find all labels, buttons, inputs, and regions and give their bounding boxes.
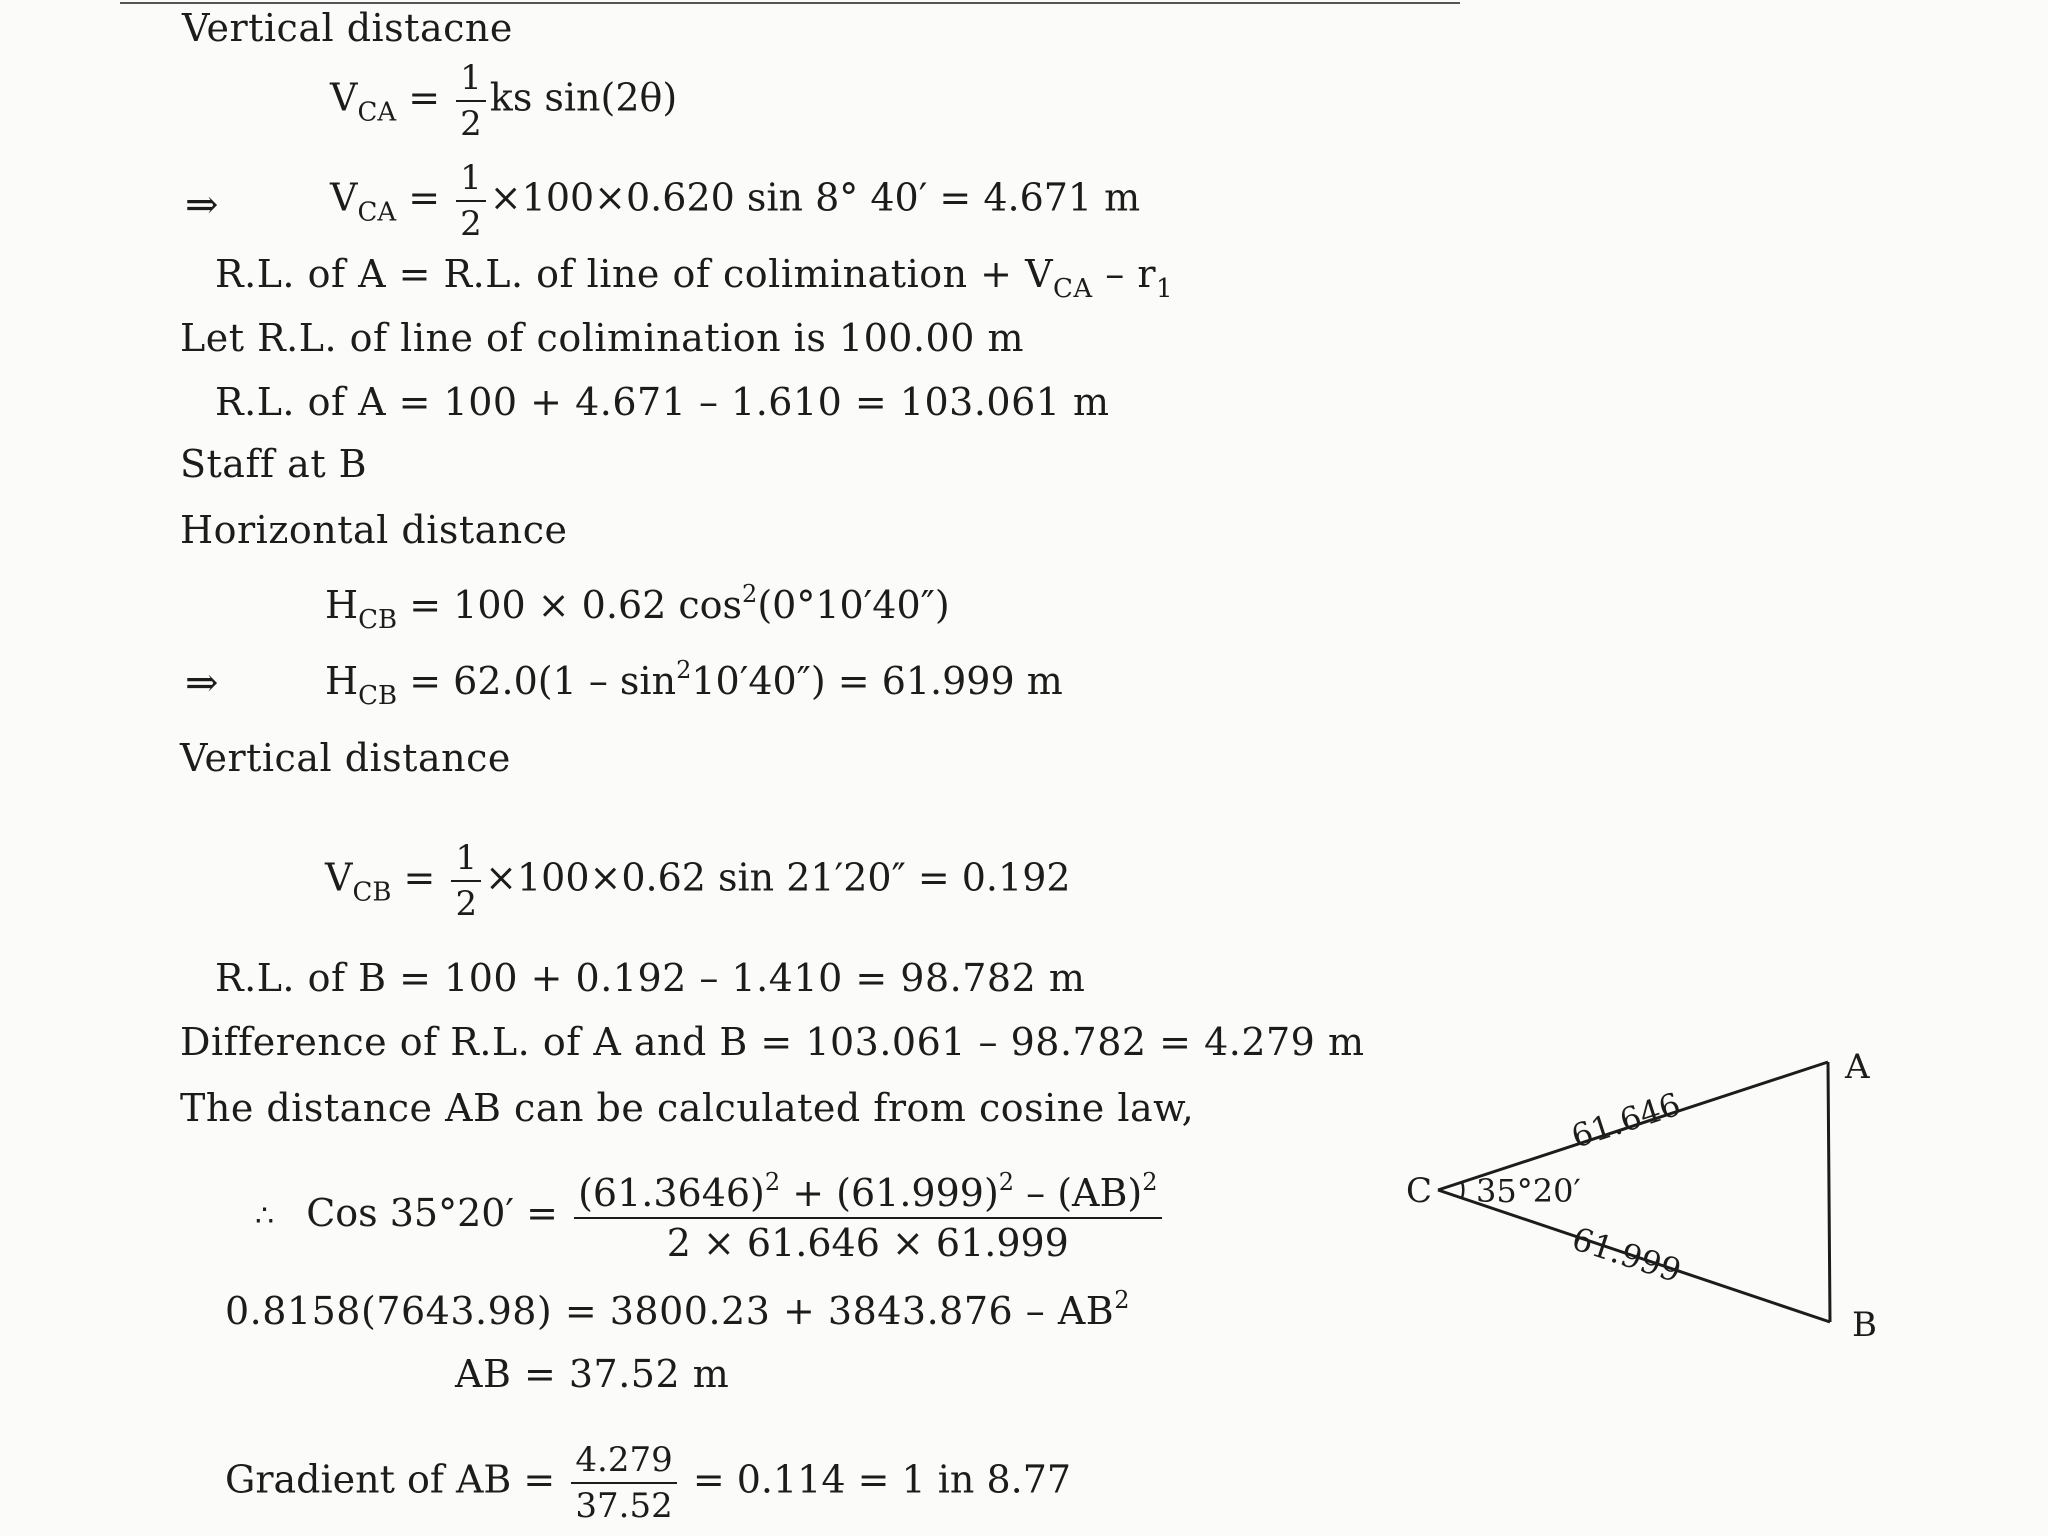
side-cb-length: 61.999 — [1567, 1219, 1686, 1291]
hcb2-lhs-sub: CB — [358, 681, 398, 711]
hcb2-rhs-sup: 2 — [676, 656, 692, 684]
gradient-num: 4.279 — [575, 1440, 673, 1480]
cosine-numerator — [574, 1168, 1161, 1217]
eq1-lhs-sub: CA — [357, 97, 397, 128]
rl-a-formula-sub: CA — [1053, 274, 1093, 304]
gradient-den: 37.52 — [571, 1482, 676, 1526]
equation-vca-formula — [330, 58, 677, 144]
hcb1-rhs-pre: = 100 × 0.62 cos — [409, 583, 743, 627]
eq2-lhs: V — [330, 175, 358, 220]
equation-hcb-formula — [325, 580, 950, 635]
eq2-frac-num: 1 — [460, 158, 482, 198]
num-term-b: + (61.999) — [780, 1171, 999, 1215]
vcb-lhs-sub: CB — [352, 877, 392, 908]
gradient-rhs: = 0.114 = 1 in 8.77 — [692, 1457, 1072, 1502]
rl-a-formula-tail-sub: 1 — [1156, 274, 1174, 304]
cosine-law-intro: The distance AB can be calculated from cosine law, — [180, 1086, 1195, 1130]
implies-arrow-1: ⇒ — [185, 182, 219, 228]
equation-vcb — [325, 838, 1071, 924]
horizontal-distance-heading: Horizontal distance — [180, 508, 568, 552]
eq1-lhs: V — [330, 75, 358, 120]
side-ca-length: 61.646 — [1566, 1084, 1685, 1156]
vcb-frac-den: 2 — [451, 880, 481, 924]
vcb-eqsign: = — [403, 855, 436, 900]
hcb2-rhs-post: 10′40″) = 61.999 m — [691, 659, 1063, 703]
equation-vca-value — [330, 158, 1140, 244]
vcb-frac-num: 1 — [455, 838, 478, 878]
hcb1-rhs-post: (0°10′40″) — [757, 583, 950, 627]
staff-at-b-heading: Staff at B — [180, 442, 368, 486]
vcb-lhs: V — [325, 855, 353, 900]
label-b: B — [1852, 1305, 1877, 1345]
num-term-a-sup: 2 — [764, 1168, 781, 1196]
eq1-eqsign: = — [408, 75, 441, 120]
rl-a-value: R.L. of A = 100 + 4.671 – 1.610 = 103.061 m — [215, 380, 1110, 424]
eq2-eqsign: = — [408, 175, 441, 220]
hcb1-lhs-sub: CB — [358, 605, 398, 635]
hcb2-rhs-pre: = 62.0(1 – sin — [409, 659, 677, 703]
expand-sup: 2 — [1114, 1286, 1131, 1314]
eq2-rhs: ×100×0.620 sin 8° 40′ = 4.671 m — [489, 175, 1141, 220]
hcb1-lhs: H — [325, 583, 359, 627]
ab-value: AB = 37.52 m — [455, 1352, 730, 1396]
hcb2-lhs: H — [325, 659, 359, 703]
expand-pre: 0.8158(7643.98) = 3800.23 + 3843.876 – AB — [225, 1289, 1115, 1333]
eq1-frac-den: 2 — [456, 100, 486, 144]
angle-label: 35°20′ — [1476, 1172, 1581, 1210]
difference-of-rl: Difference of R.L. of A and B = 103.061 – 98.782 = 4.279 m — [180, 1020, 1365, 1064]
implies-arrow-2: ⇒ — [185, 660, 219, 706]
equation-hcb-value — [325, 656, 1063, 711]
num-term-a: (61.3646) — [578, 1171, 765, 1215]
side-ab — [1828, 1062, 1830, 1322]
num-term-c: – (AB) — [1014, 1171, 1143, 1215]
rl-a-formula-tail: – r — [1092, 252, 1157, 296]
cosine-lhs: Cos 35°20′ = — [306, 1191, 558, 1235]
label-c: C — [1406, 1171, 1433, 1211]
eq2-lhs-sub: CA — [357, 197, 397, 228]
eq1-fraction — [456, 58, 486, 144]
eq1-frac-num: 1 — [460, 58, 482, 98]
cosine-denominator: 2 × 61.646 × 61.999 — [574, 1217, 1161, 1265]
rl-a-formula-text: R.L. of A = R.L. of line of colimination + V — [215, 252, 1054, 296]
let-rl-statement: Let R.L. of line of colimination is 100.00 m — [180, 316, 1024, 360]
gradient-lhs: Gradient of AB = — [225, 1457, 556, 1502]
cosine-fraction — [574, 1168, 1161, 1265]
top-rule — [120, 2, 1460, 4]
cosine-equation — [255, 1168, 1166, 1265]
rl-a-formula — [215, 252, 1173, 304]
rl-b-value: R.L. of B = 100 + 0.192 – 1.410 = 98.782 m — [215, 956, 1086, 1000]
therefore-symbol: ∴ — [255, 1199, 275, 1234]
angle-arc — [1462, 1182, 1463, 1198]
num-term-c-sup: 2 — [1142, 1168, 1158, 1196]
heading-vertical-distance-2: Vertical distance — [180, 736, 511, 780]
hcb1-rhs-sup: 2 — [742, 580, 758, 608]
triangle-diagram — [1380, 1030, 1920, 1360]
gradient-equation — [225, 1440, 1071, 1526]
gradient-fraction — [571, 1440, 676, 1526]
vcb-rhs: ×100×0.62 sin 21′20″ = 0.192 — [485, 855, 1071, 900]
num-term-b-sup: 2 — [998, 1168, 1015, 1196]
heading-vertical-distance-1: Vertical distacne — [182, 6, 513, 50]
eq1-rhs: ks sin(2θ) — [489, 75, 678, 120]
vcb-fraction — [451, 838, 481, 924]
expanded-equation — [225, 1286, 1130, 1333]
eq2-frac-den: 2 — [456, 200, 486, 244]
eq2-fraction — [456, 158, 486, 244]
label-a: A — [1845, 1047, 1870, 1087]
